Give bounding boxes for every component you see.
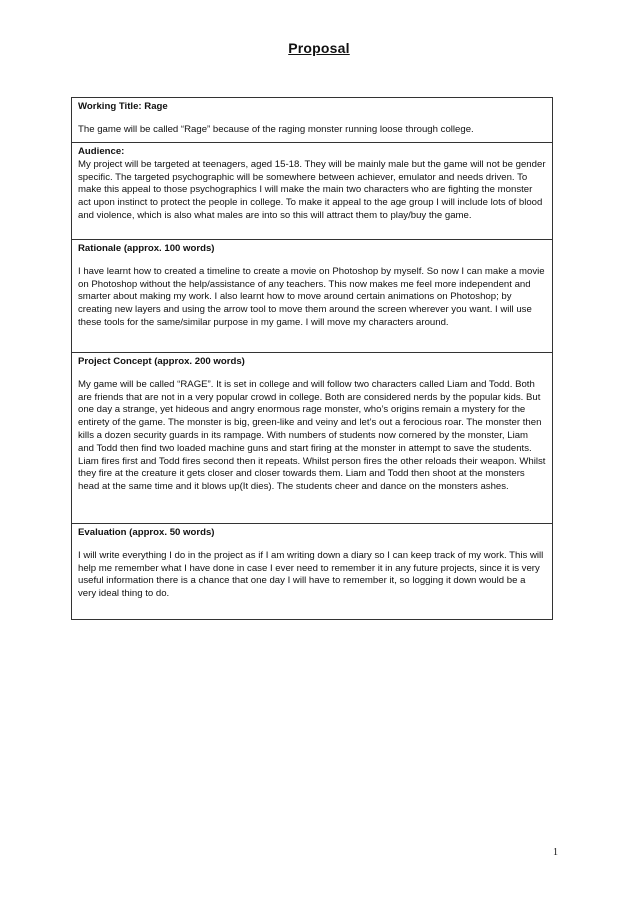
page-title: Proposal xyxy=(288,40,350,56)
project-concept-heading: Project Concept (approx. 200 words) xyxy=(78,356,245,367)
evaluation-heading: Evaluation (approx. 50 words) xyxy=(78,527,215,538)
proposal-table xyxy=(71,97,553,620)
page-number: 1 xyxy=(553,847,558,858)
project-concept-body: My game will be called “RAGE”. It is set in college and will follow two characters called Liam and Todd. Both are friends that are not in a very popular crowd in college. Both are considered nerds by the popular kids. But one day a strange, yet hideous and angry enormous rage monster, who’s origins remain a mystery for the entirety of the game. The monster is big, green-like and veiny and let’s out a ferocious roar. The monster then kills a dozen security guards in its rampage. With numbers of students now cornered by the monster, Liam and Todd then find two loaded machine guns and start firing at the monster in attempt to save the students. Liam fires first and Todd fires second then it repeats. Whilst person fires the other reloads their weapon. Whilst they fire at the creature it gets closer and closer towards them. Liam and Todd then shoot at the monsters head at the same time and it blows up(It dies). The students cheer and dance on the monsters ashes. xyxy=(78,378,546,493)
audience-body: My project will be targeted at teenagers, aged 15-18. They will be mainly male but the game will not be gender specific. The targeted psychographic will be somewhere between achiever, emulator and needs driven. To make this appeal to those psychographics I will make the main two characters who are fighting the monster act upon instinct to protect the people in college. To make it appeal to the age group I will include lots of blood and violence, which is also what males are into so this will attract them to play/buy the game. xyxy=(78,158,546,221)
evaluation-body: I will write everything I do in the project as if I am writing down a diary so I can keep track of my work. This will help me remember what I have done in case I ever need to remember it in any future projects, since it is very useful information there is a chance that one day I will have to remember it, so logging it down would be a very ideal thing to do. xyxy=(78,549,544,600)
rationale-heading: Rationale (approx. 100 words) xyxy=(78,243,215,254)
working-title-heading: Working Title: Rage xyxy=(78,101,168,112)
rationale-body: I have learnt how to created a timeline to create a movie on Photoshop by myself. So now I can make a movie on Photoshop without the help/assistance of any teachers. This now makes me feel more independent and smarter about making my work. I also learnt how to move around certain animations on Photoshop; by creating new layers and using the arrow tool to move them around the screen wherever you want. I will use these tools for the same/similar purpose in my game. I will move my characters around. xyxy=(78,265,545,328)
evaluation-section xyxy=(72,524,552,619)
audience-section xyxy=(72,143,552,240)
working-title-section xyxy=(72,98,552,143)
project-concept-section xyxy=(72,353,552,524)
audience-heading: Audience: xyxy=(78,146,125,157)
working-title-body: The game will be called “Rage” because of the raging monster running loose through college. xyxy=(78,123,474,135)
rationale-section xyxy=(72,240,552,353)
